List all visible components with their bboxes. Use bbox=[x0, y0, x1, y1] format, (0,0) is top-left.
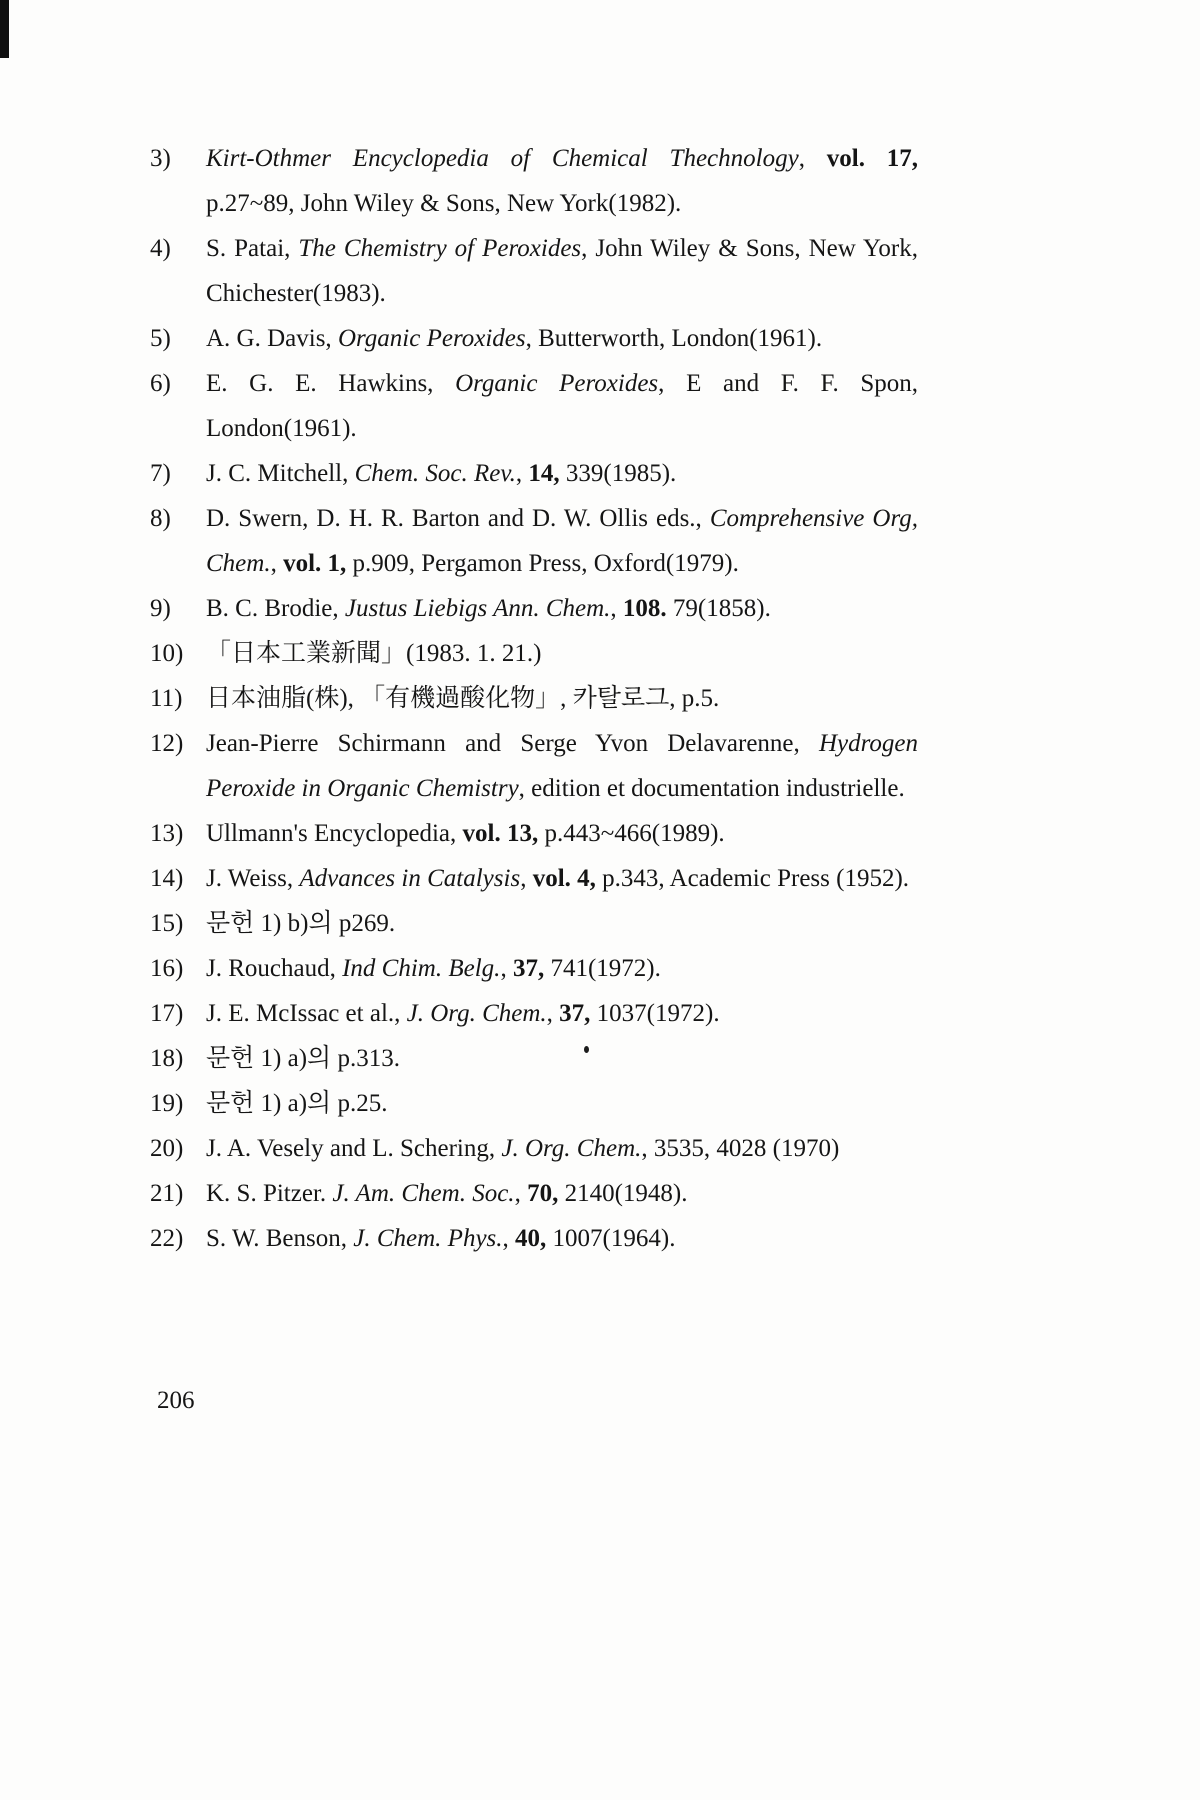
reference-segment: Jean-Pierre Schirmann and Serge Yvon Delavarenne, bbox=[206, 730, 819, 757]
reference-segment: J. Org. Chem. bbox=[406, 1000, 547, 1027]
reference-segment: Comprehensive Org, Chem. bbox=[206, 505, 918, 577]
reference-text bbox=[206, 1171, 918, 1216]
reference-item bbox=[150, 316, 918, 361]
reference-segment: J. E. McIssac et al., bbox=[206, 1000, 407, 1027]
reference-segment: 1037(1972). bbox=[590, 1000, 720, 1027]
reference-segment: A. G. Davis, bbox=[206, 325, 338, 352]
reference-item bbox=[150, 856, 918, 901]
reference-text bbox=[206, 1036, 918, 1081]
reference-number: 22) bbox=[150, 1225, 184, 1252]
reference-segment: 108. bbox=[622, 595, 667, 622]
reference-item bbox=[150, 991, 918, 1036]
reference-segment: vol. 13, bbox=[462, 820, 539, 847]
reference-segment: Advances in Catalysis bbox=[299, 865, 521, 892]
reference-text bbox=[206, 496, 918, 586]
reference-segment: Ullmann's Encyclopedia, bbox=[206, 820, 463, 847]
reference-item bbox=[150, 136, 918, 226]
reference-number: 13) bbox=[150, 820, 184, 847]
reference-text bbox=[206, 316, 918, 361]
reference-item bbox=[150, 631, 918, 676]
reference-number: 14) bbox=[150, 865, 184, 892]
reference-segment: , bbox=[520, 865, 533, 892]
reference-segment: 14, bbox=[528, 460, 560, 487]
reference-number: 21) bbox=[150, 1180, 184, 1207]
reference-segment: Hydrogen Peroxide in Organic Chemistry bbox=[206, 730, 918, 802]
reference-item bbox=[150, 1036, 918, 1081]
reference-segment: Justus Liebigs Ann. Chem. bbox=[344, 595, 611, 622]
reference-segment: J. A. Vesely and L. Schering, bbox=[206, 1135, 502, 1162]
page-number: 206 bbox=[157, 1387, 195, 1414]
reference-text bbox=[206, 1216, 918, 1261]
reference-number: 16) bbox=[150, 955, 184, 982]
reference-segment: p.27~89, John Wiley & Sons, New York(1982). bbox=[206, 190, 682, 217]
reference-number: 7) bbox=[150, 460, 171, 487]
reference-number: 9) bbox=[150, 595, 171, 622]
reference-item bbox=[150, 1216, 918, 1261]
reference-number: 10) bbox=[150, 640, 184, 667]
reference-segment: J. Rouchaud, bbox=[206, 955, 343, 982]
reference-segment: 37, bbox=[512, 955, 545, 982]
reference-number: 8) bbox=[150, 505, 171, 532]
reference-number: 5) bbox=[150, 325, 171, 352]
reference-number: 20) bbox=[150, 1135, 184, 1162]
reference-segment: 40, bbox=[515, 1225, 547, 1252]
reference-segment: Kirt-Othmer Encyclopedia of Chemical Thechnology bbox=[206, 145, 799, 172]
reference-segment: Organic Peroxides bbox=[337, 325, 526, 352]
reference-text bbox=[206, 136, 918, 226]
reference-segment: J. Chem. Phys. bbox=[353, 1225, 503, 1252]
reference-item bbox=[150, 451, 918, 496]
reference-text bbox=[206, 1081, 918, 1126]
reference-number: 18) bbox=[150, 1045, 184, 1072]
reference-segment: vol. 1, bbox=[283, 550, 347, 577]
reference-item bbox=[150, 946, 918, 991]
reference-segment: vol. 4, bbox=[532, 865, 596, 892]
reference-segment: J. Org. Chem. bbox=[501, 1135, 642, 1162]
reference-segment: 339(1985). bbox=[559, 460, 677, 487]
references-list bbox=[150, 136, 918, 1261]
reference-segment: 문헌 1) a)의 p.25. bbox=[206, 1090, 388, 1117]
reference-number: 6) bbox=[150, 370, 171, 397]
reference-segment: , bbox=[610, 595, 623, 622]
reference-segment: , bbox=[514, 1180, 528, 1207]
reference-segment: 문헌 1) b)의 p269. bbox=[206, 910, 396, 937]
reference-segment: , bbox=[502, 1225, 516, 1252]
reference-text bbox=[206, 451, 918, 496]
reference-text bbox=[206, 631, 918, 676]
reference-number: 3) bbox=[150, 145, 171, 172]
reference-number: 15) bbox=[150, 910, 184, 937]
reference-segment: , E and F. F. Spon, London(1961). bbox=[206, 370, 918, 442]
reference-segment: 문헌 1) a)의 p.313. bbox=[206, 1045, 400, 1072]
scan-artifact-top-left bbox=[0, 0, 9, 58]
reference-text bbox=[206, 991, 918, 1036]
reference-segment: S. Patai, bbox=[206, 235, 299, 262]
reference-item bbox=[150, 586, 918, 631]
reference-text bbox=[206, 901, 918, 946]
reference-segment: Chem. Soc. Rev. bbox=[354, 460, 516, 487]
reference-item bbox=[150, 1126, 918, 1171]
reference-segment: p.343, Academic Press (1952). bbox=[595, 865, 910, 892]
reference-segment: The Chemistry of Peroxides bbox=[298, 235, 582, 262]
reference-segment: 79(1858). bbox=[666, 595, 771, 622]
reference-segment: Organic Peroxides bbox=[455, 370, 659, 397]
reference-segment: , Butterworth, London(1961). bbox=[525, 325, 823, 352]
reference-number: 11) bbox=[150, 685, 183, 712]
reference-segment: , bbox=[798, 145, 827, 172]
scan-artifact-dot bbox=[584, 1046, 589, 1053]
reference-segment: 37, bbox=[559, 1000, 591, 1027]
reference-item bbox=[150, 496, 918, 586]
reference-item bbox=[150, 676, 918, 721]
reference-segment: E. G. E. Hawkins, bbox=[206, 370, 456, 397]
reference-segment: 70, bbox=[527, 1180, 559, 1207]
reference-item bbox=[150, 901, 918, 946]
reference-segment: 2140(1948). bbox=[558, 1180, 688, 1207]
reference-item bbox=[150, 226, 918, 316]
reference-segment: D. Swern, D. H. R. Barton and D. W. Ollis eds., bbox=[206, 505, 710, 532]
reference-number: 4) bbox=[150, 235, 171, 262]
reference-number: 17) bbox=[150, 1000, 184, 1027]
reference-item bbox=[150, 721, 918, 811]
reference-segment: J. Am. Chem. Soc. bbox=[332, 1180, 515, 1207]
reference-segment: , John Wiley & Sons, New York, Chichester(1983). bbox=[206, 235, 918, 307]
reference-number: 19) bbox=[150, 1090, 184, 1117]
reference-segment: J. Weiss, bbox=[206, 865, 300, 892]
reference-segment: , bbox=[515, 460, 529, 487]
reference-text bbox=[206, 676, 918, 721]
reference-item bbox=[150, 1081, 918, 1126]
reference-text bbox=[206, 361, 918, 451]
reference-segment: p.909, Pergamon Press, Oxford(1979). bbox=[346, 550, 739, 577]
reference-segment: S. W. Benson, bbox=[206, 1225, 354, 1252]
reference-text bbox=[206, 1126, 918, 1171]
reference-text bbox=[206, 721, 918, 811]
reference-number: 12) bbox=[150, 730, 184, 757]
reference-item bbox=[150, 811, 918, 856]
reference-segment: K. S. Pitzer. bbox=[206, 1180, 333, 1207]
reference-item bbox=[150, 361, 918, 451]
reference-text bbox=[206, 856, 918, 901]
reference-text bbox=[206, 586, 918, 631]
reference-segment: p.443~466(1989). bbox=[538, 820, 725, 847]
reference-segment: 741(1972). bbox=[544, 955, 661, 982]
reference-text bbox=[206, 811, 918, 856]
reference-segment: Ind Chim. Belg. bbox=[342, 955, 501, 982]
reference-segment: vol. 17, bbox=[826, 145, 919, 172]
reference-segment: , bbox=[500, 955, 513, 982]
reference-text bbox=[206, 946, 918, 991]
reference-segment: 日本油脂(株), 「有機過酸化物」, 카탈로그, p.5. bbox=[206, 685, 720, 712]
reference-segment: J. C. Mitchell, bbox=[206, 460, 355, 487]
reference-segment: , 3535, 4028 (1970) bbox=[641, 1135, 840, 1162]
reference-item bbox=[150, 1171, 918, 1216]
reference-segment: B. C. Brodie, bbox=[206, 595, 345, 622]
reference-text bbox=[206, 226, 918, 316]
reference-segment: 「日本工業新聞」(1983. 1. 21.) bbox=[206, 640, 542, 667]
reference-segment: , bbox=[546, 1000, 560, 1027]
reference-segment: 1007(1964). bbox=[546, 1225, 676, 1252]
reference-segment: , edition et documentation industrielle. bbox=[518, 775, 905, 802]
reference-segment: , bbox=[270, 550, 284, 577]
